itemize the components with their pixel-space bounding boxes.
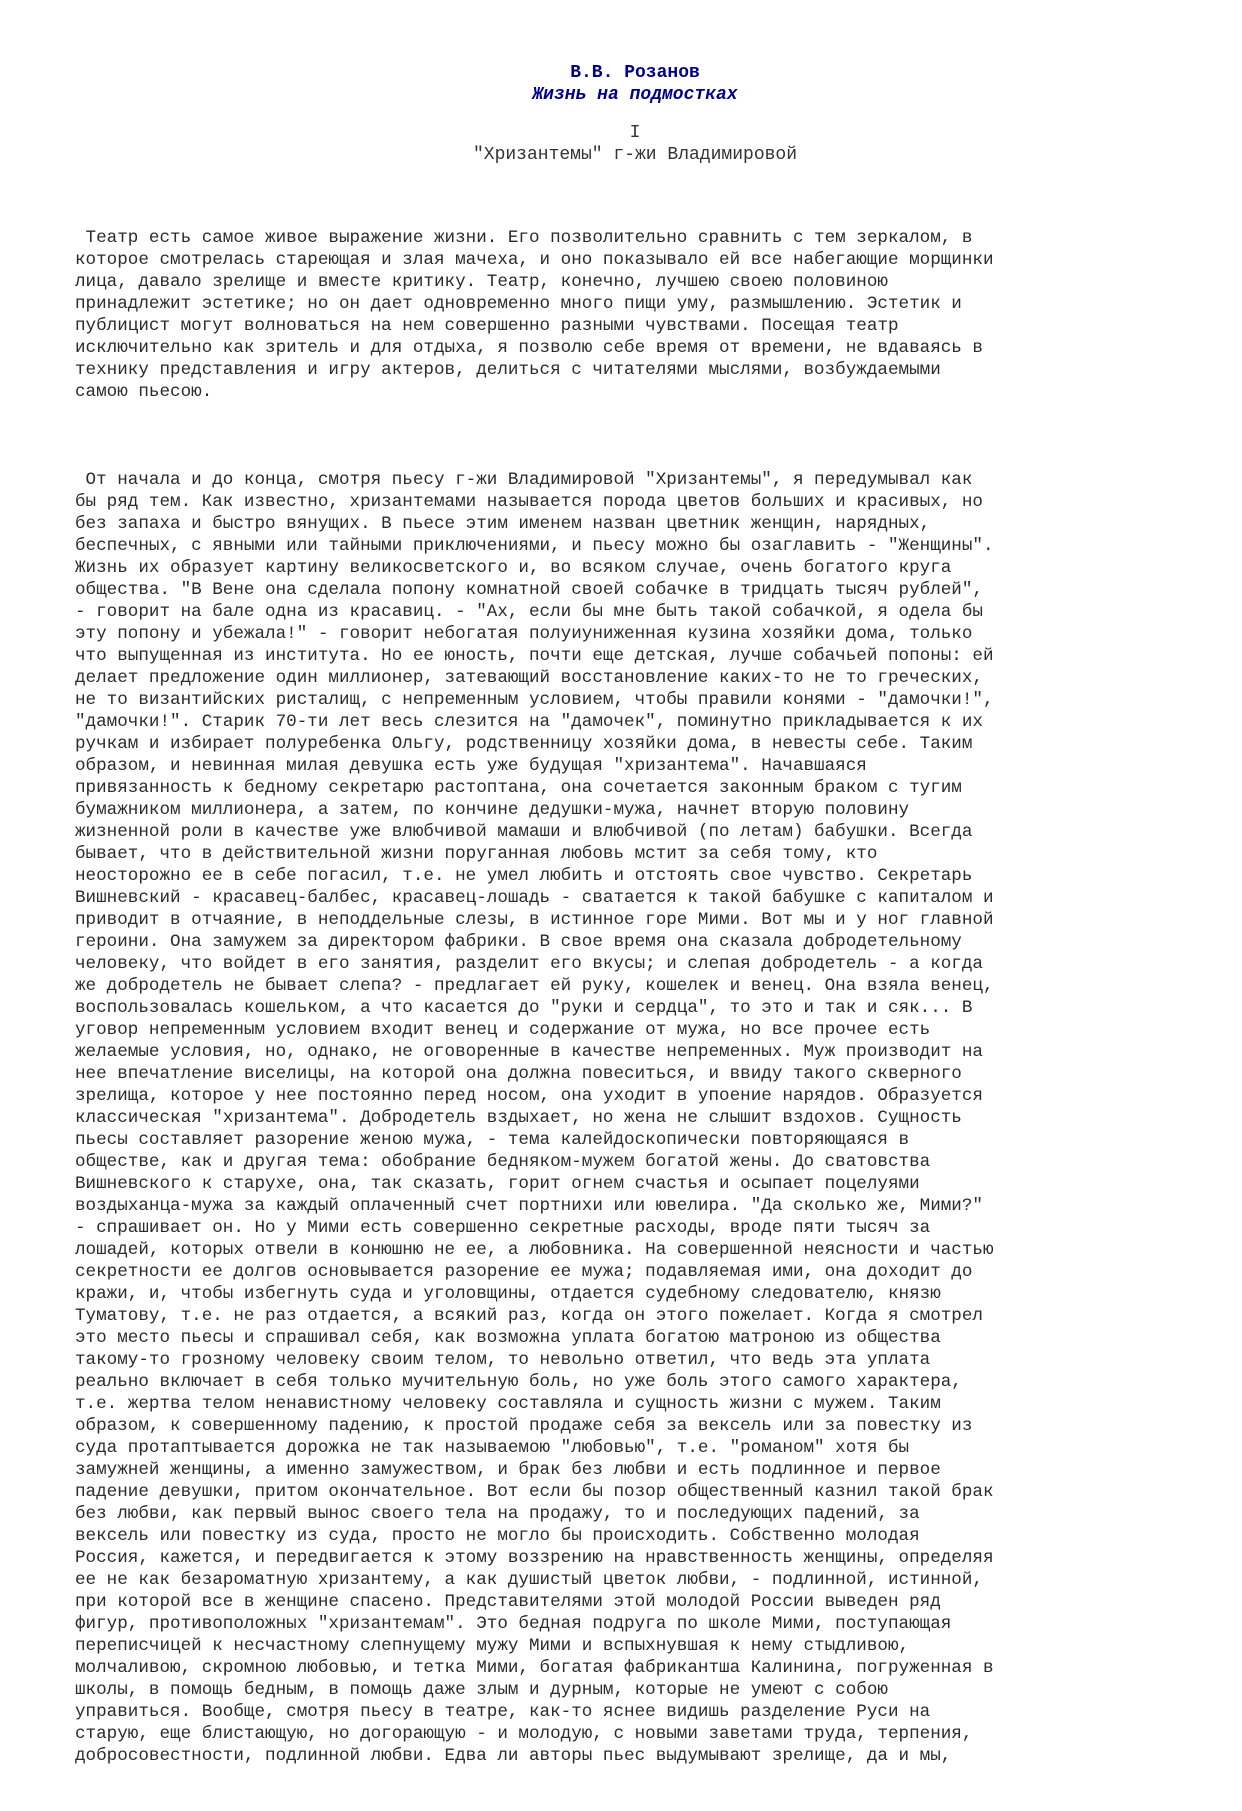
paragraph: От начала и до конца, смотря пьесу г-жи Владимировой "Хризантемы", я передумывал как бы ряд тем. Как известно, хризантемами называется порода цветов больших и красивых, но без запаха и быстро вянущих. В пьесе этим именем назван цветник женщин, нарядных, беспечных, с явными или тайными приключениями, и пьесу можно бы озаглавить - "Женщины". Жизнь их образует картину великосветского и, во всяком случае, очень богатого круга общества. "В Вене она сделала попону комнатной своей собачке в тридцать тысяч рублей", - говорит на бале одна из красавиц. - "Ах, если бы мне быть такой собачкой, я одела бы эту попону и убежала!" - говорит небогатая полуиуниженная кузина хозяйки дома, только что выпущенная из института. Но ее юность, почти еще детская, лучше собачьей попоны: ей делает предложение один миллионер, затевающий восстановление каких-то не то греческих, не то византийских ристалищ, с непременным условием, чтобы правили конями - "дамочки!", "дамочки!". Старик 70-ти лет весь слезится на "дамочек", поминутно прикладывается к их ручкам и избирает полуребенка Ольгу, родственницу хозяйки дома, в невесты себе. Таким образом, и невинная милая девушка есть уже будущая "хризантема". Начавшаяся привязанность к бедному секретарю растоптана, она сочетается законным браком с тугим бумажником миллионера, а затем, по кончине дедушки-мужа, начнет вторую половину жизненной роли в качестве уже влюбчивой мамаши и влюбчивой (по летам) бабушки. Всегда бывает, что в действительной жизни поруганная любовь мстит за себя тому, кто неосторожно ее в себе погасил, т.е. не умел любить и отстоять свое чувство. Секретарь Вишневский - красавец-балбес, красавец-лошадь - сватается к такой бабушке с капиталом и приводит в отчаяние, в неподдельные слезы, в истинное горе Мими. Вот мы и у ног главной героини. Она замужем за директором фабрики. В свое время она сказала добродетельному человеку, что войдет в его занятия, разделит его вкусы; и слепая добродетель - а когда же добродетель не бывает слепа? - предлагает ей руку, кошелек и венец. Она взяла венец, воспользовалась кошельком, а что касается до "руки и сердца", то это и так и сяк... В уговор непременным условием входит венец и содержание от мужа, но все прочее есть желаемые условия, но, однако, не оговоренные в качестве непременных. Муж производит на нее впечатление виселицы, на которой она должна повеситься, и ввиду такого скверного зрелища, которое у нее постоянно перед носом, она уходит в упоение нарядов. Образуется классическая "хризантема". Добродетель вздыхает, но жена не слышит вздохов. Сущность пьесы составляет разорение женою мужа, - тема калейдоскопически повторяющаяся в обществе, как и другая тема: обобрание бедняком-мужем богатой жены. До сватовства Вишневского к старухе, она, так сказать, горит огнем счастья и осыпает поцелуями воздыханца-мужа за каждый оплаченный счет портнихи или ювелира. "Да сколько же, Мими?" - спрашивает он. Но у Мими есть совершенно секретные расходы, вроде пяти тысяч за лошадей, которых отвели в конюшню не ее, а любовника. На совершенной неясности и частью секретности ее долгов основывается разорение ее мужа; подавляемая ими, она доходит до кражи, и, чтобы избегнуть суда и уголовщины, отдается судебному следователю, князю Туматову, т.е. не раз отдается, а всякий раз, когда он этого пожелает. Когда я смотрел это место пьесы и спрашивал себя, как возможна уплата богатою матроною из общества такому-то грозному человеку своим телом, то невольно ответил, что ведь эта уплата реально включает в себя только мучительную боль, но уже боль этого самого характера, т.е. жертва телом ненавистному человеку составляла и сущность жизни с мужем. Таким образом, к совершенному падению, к простой продаже себя за вексель или за повестку из суда протаптывается дорожка не так называемою "любовью", т.е. "романом" хотя бы замужней женщины, а именно замужеством, и брак без любви и есть подлинное и первое падение девушки, притом окончательное. Вот если бы позор общественный казнил такой брак без любви, как первый вынос своего тела на продажу, то и последующих падений, за вексель или повестку из суда, просто не могло бы происходить. Собственно молодая Россия, кажется, и передвигается к этому воззрению на нравственность женщины, определяя ее не как безароматную хризантему, а как душистый цветок любви, - подлинной, истинной, при которой все в женщине спасено. Представителями этой молодой России выведен ряд фигур, противоположных "хризантемам". Это бедная подруга по школе Мими, поступающая переписчицей к несчастному слепнущему мужу Мими и вспыхнувшая к нему стыдливою, молчаливою, скромною любовью, и тетка Мими, богатая фабрикантша Калинина, погруженная в школы, в помощь бедным, в помощь даже злым и дурным, которые не умеют с собою управиться. Вообще, смотря пьесу в театре, как-то яснее видишь разделение Руси на старую, еще блистающую, но догорающую - и молодую, с новыми заветами труда, терпения, добросовестности, подлинной любви. Едва ли авторы пьес выдумывают зрелище, да и мы, <box>75 470 994 1766</box>
chapter-number: I <box>629 123 641 143</box>
author-name: В.В. Розанов <box>570 63 700 83</box>
body-text <box>75 183 1195 1811</box>
chapter-title: "Хризантемы" г-жи Владимировой <box>472 145 798 165</box>
document-header <box>75 62 1195 106</box>
work-title: Жизнь на подмостках <box>532 85 738 105</box>
document-page <box>75 62 1195 1811</box>
paragraph: Театр есть самое живое выражение жизни. Его позволительно сравнить с тем зеркалом, в которое смотрелась стареющая и злая мачеха, и оно показывало ей все набегающие морщинки лица, давало зрелище и вместе критику. Театр, конечно, лучшею своею половиною принадлежит эстетике; но он дает одновременно много пищи уму, размышлению. Эстетик и публицист могут волноваться на нем совершенно разными чувствами. Посещая театр исключительно как зритель и для отдыха, я позволю себе время от времени, не вдаваясь в технику представления и игру актеров, делиться с читателями мыслями, возбуждаемыми самою пьесою. <box>75 228 994 402</box>
chapter-heading <box>75 122 1195 166</box>
